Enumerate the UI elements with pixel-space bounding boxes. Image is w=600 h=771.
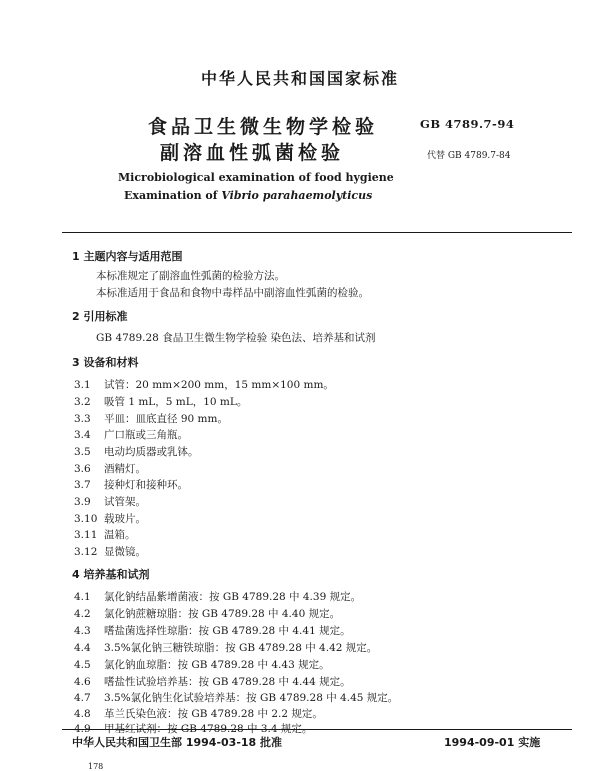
replaces-standard: 代替 GB 4789.7-84 (427, 151, 511, 161)
footer-divider (62, 729, 572, 730)
list-item: 3.6 酒精灯。 (74, 463, 146, 475)
list-item: 4.6 嗜盐性试验培养基：按 GB 4789.28 中 4.44 规定。 (74, 676, 351, 688)
list-item: 4.7 3.5%氯化钠生化试验培养基：按 GB 4789.28 中 4.45 规定。 (74, 692, 399, 704)
english-title-line2 (124, 189, 372, 202)
list-item: 3.3 平皿：皿底直径 90 mm。 (74, 413, 228, 425)
section-2-title: 2 引用标准 (72, 310, 128, 323)
gb-code: GB 4789.7-94 (420, 117, 515, 131)
list-item: 4.5 氯化钠血琼脂：按 GB 4789.28 中 4.43 规定。 (74, 659, 330, 671)
list-item: 4.1 氯化钠结晶紫增菌液：按 GB 4789.28 中 4.39 规定。 (74, 591, 362, 603)
list-item: 4.2 氯化钠蔗糖琼脂：按 GB 4789.28 中 4.40 规定。 (74, 608, 341, 620)
list-item: 3.4 广口瓶或三角瓶。 (74, 429, 188, 441)
section-2-reference: GB 4789.28 食品卫生微生物学检验 染色法、培养基和试剂 (96, 332, 376, 344)
english-title-species: Vibrio parahaemolyticus (221, 189, 373, 202)
english-title-prefix: Examination of (124, 189, 222, 202)
header-divider (62, 232, 572, 233)
national-standard-heading: 中华人民共和国国家标准 (200, 69, 399, 88)
list-item: 3.1 试管：20 mm×200 mm，15 mm×100 mm。 (74, 379, 334, 391)
english-title-line1: Microbiological examination of food hygiene (118, 171, 394, 184)
list-item: 3.10 载玻片。 (74, 513, 146, 525)
list-item: 3.9 试管架。 (74, 496, 146, 508)
standard-title-line2: 副溶血性弧菌检验 (160, 142, 345, 164)
list-item: 4.9 甲基红试剂：按 GB 4789.28 中 3.4 规定。 (74, 723, 313, 735)
list-item: 3.12 显微镜。 (74, 546, 146, 558)
list-item: 4.3 嗜盐菌选择性琼脂：按 GB 4789.28 中 4.41 规定。 (74, 625, 351, 637)
list-item: 4.4 3.5%氯化钠三糖铁琼脂：按 GB 4789.28 中 4.42 规定。 (74, 642, 378, 654)
list-item: 3.5 电动均质器或乳钵。 (74, 446, 199, 458)
standard-title-line1: 食品卫生微生物学检验 (148, 116, 379, 138)
section-1-paragraph-2: 本标准适用于食品和食物中毒样品中副溶血性弧菌的检验。 (96, 287, 369, 299)
section-1-title: 1 主题内容与适用范围 (72, 250, 183, 263)
effective-date: 1994-09-01 实施 (444, 736, 541, 749)
approval-line: 中华人民共和国卫生部 1994-03-18 批准 (72, 736, 283, 749)
list-item: 4.8 革兰氏染色液：按 GB 4789.28 中 2.2 规定。 (74, 708, 323, 720)
list-item: 3.7 接种灯和接种环。 (74, 479, 188, 491)
section-4-title: 4 培养基和试剂 (72, 568, 150, 581)
section-3-title: 3 设备和材料 (72, 356, 139, 369)
section-1-paragraph-1: 本标准规定了副溶血性弧菌的检验方法。 (96, 270, 285, 282)
page-number: 178 (88, 762, 104, 771)
list-item: 3.2 吸管 1 mL，5 mL，10 mL。 (74, 396, 248, 408)
list-item: 3.11 温箱。 (74, 529, 136, 541)
